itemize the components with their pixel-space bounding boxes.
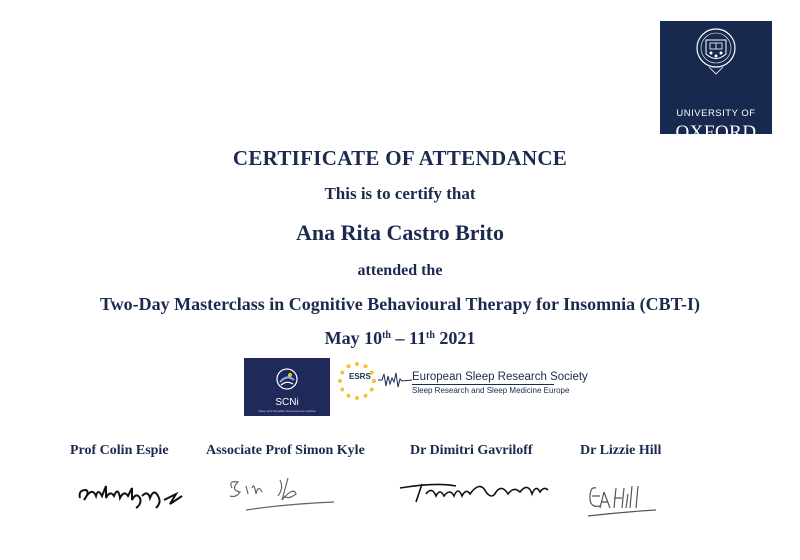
signature-hill [586,478,660,520]
oxford-crest-icon [695,27,737,77]
oxford-label: OXFORD [675,122,757,143]
esrs-abbreviation: ESRS [349,372,371,381]
signatory-name-kyle: Associate Prof Simon Kyle [206,443,365,458]
signature-gavriloff [396,472,556,512]
esrs-logo [336,358,588,402]
certificate-title: CERTIFICATE OF ATTENDANCE [232,146,568,170]
signature-espie [76,474,188,514]
course-date [0,328,800,349]
oxford-logo [660,21,772,143]
signatory-name-espie: Prof Colin Espie [70,443,169,458]
signature-kyle [226,470,342,516]
certify-text: This is to certify that [324,184,476,203]
recipient-name: Ana Rita Castro Brito [296,220,504,245]
scni-name: SCNi [275,397,299,408]
esrs-name: European Sleep Research Society [412,371,588,383]
date-start: May 10 [324,328,383,348]
date-start-suffix: th [382,330,391,341]
signatory-name-hill: Dr Lizzie Hill [580,443,662,458]
scni-globe-icon [275,367,299,393]
esrs-subtitle: Sleep Research and Sleep Medicine Europe [412,386,570,395]
esrs-divider [412,384,554,385]
date-end: – 11 [390,328,426,348]
esrs-wave-icon [378,370,412,390]
date-end-suffix: th [426,330,435,341]
scni-subtitle: Sleep and Circadian Neuroscience Institute [258,409,316,413]
esrs-star-ring-icon [336,360,378,402]
signatory-name-gavriloff: Dr Dimitri Gavriloff [410,443,533,458]
date-year: 2021 [434,328,476,348]
scni-logo [244,358,330,416]
attended-text: attended the [357,262,443,279]
course-title: Two-Day Masterclass in Cognitive Behavioural Therapy for Insomnia (CBT-I) [99,294,701,314]
university-of-label: UNIVERSITY OF [676,108,756,119]
